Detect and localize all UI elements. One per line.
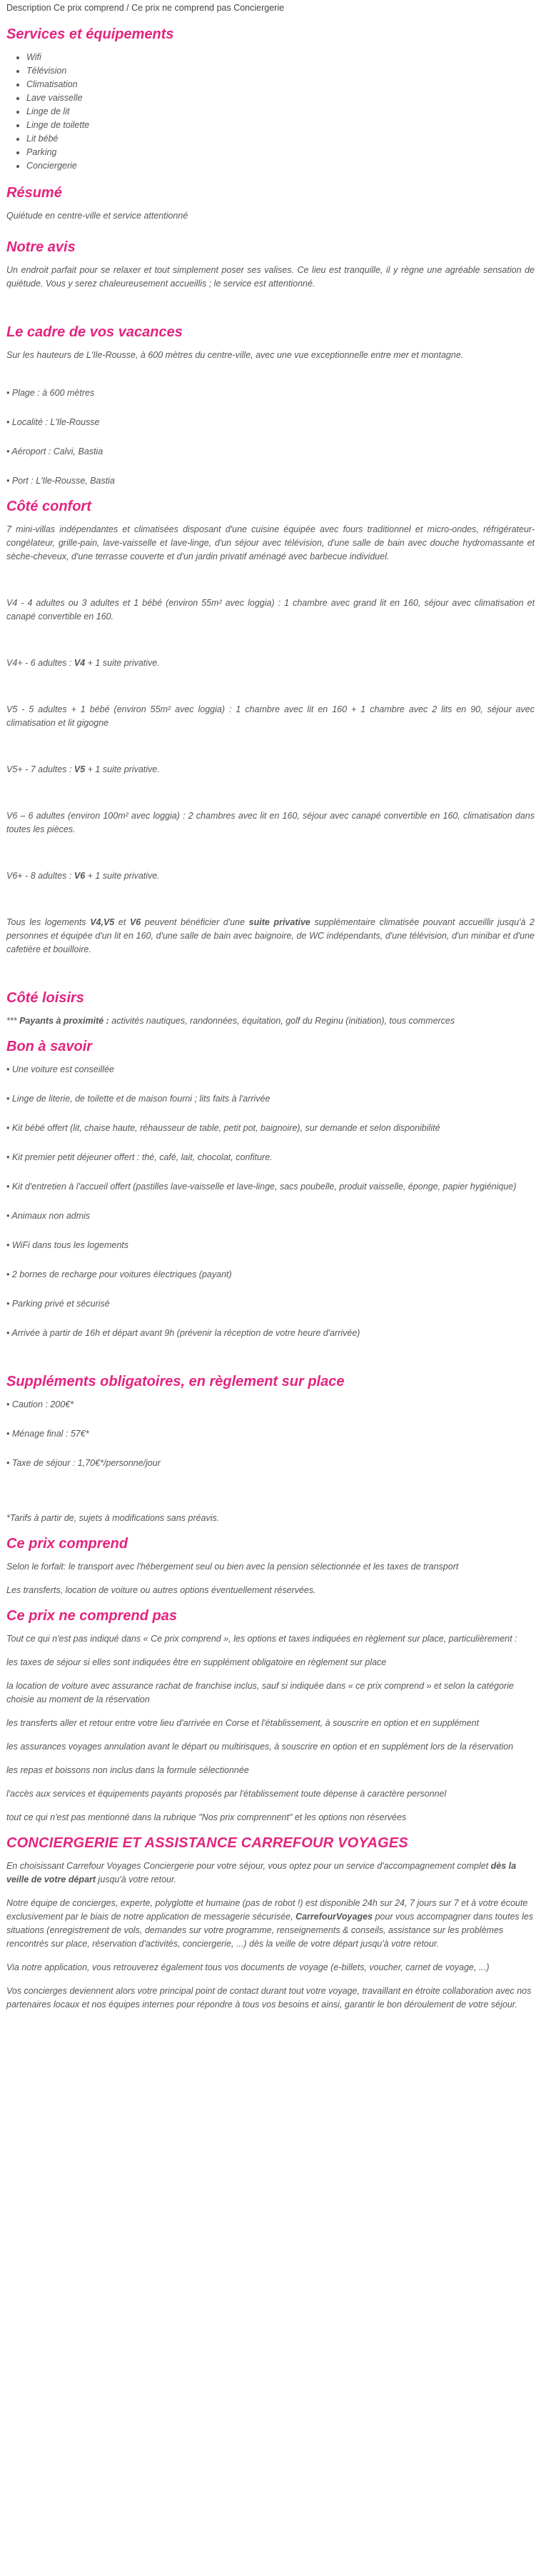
list-item: • Kit d'entretien à l'accueil offert (pastilles lave-vaisselle et lave-linge, sacs poubelle, produit vaisselle, éponge, papier hygiénique) — [6, 1182, 517, 1192]
list-item: tout ce qui n'est pas mentionné dans la rubrique "Nos prix comprennent" et les options non réservées — [6, 1812, 407, 1822]
confort-v4plus: V4+ - 6 adultes : V4 + 1 suite privative. — [6, 658, 160, 668]
conciergerie-p1: En choisissant Carrefour Voyages Conciergerie pour votre séjour, vous optez pour un service d'accompagnement complet dès la veille de votre départ jusqu'à votre retour. — [6, 1861, 517, 1884]
confort-heading: Côté confort — [6, 499, 91, 514]
resume-text: Quiétude en centre-ville et service attentionné — [6, 211, 188, 221]
list-item: • Wifi — [26, 51, 535, 64]
ne-comprend-heading: Ce prix ne comprend pas — [6, 1608, 177, 1624]
list-item: • Linge de toilette — [26, 119, 535, 132]
comprend-text-1: Selon le forfait: le transport avec l'hébergement seul ou bien avec la pension sélectionnée et les taxes de transport — [6, 1562, 459, 1572]
resume-heading: Résumé — [6, 185, 62, 201]
list-item: • Linge de literie, de toilette et de maison fourni ; lits faits à l'arrivée — [6, 1094, 270, 1104]
conciergerie-heading: CONCIERGERIE ET ASSISTANCE CARREFOUR VOYAGES — [6, 1835, 408, 1851]
confort-v5: V5 - 5 adultes + 1 bébé (environ 55m² avec loggia) : 1 chambre avec lit en 160 + 1 chambre avec 2 lits en 90, séjour avec climatisation et lit gigogne — [6, 704, 535, 728]
list-item: • WiFi dans tous les logements — [6, 1240, 129, 1250]
list-item: les taxes de séjour si elles sont indiquées être en supplément obligatoire en règlement sur place — [6, 1657, 387, 1667]
confort-text: 7 mini-villas indépendantes et climatisées disposant d'une cuisine équipée avec fours traditionnel et micro-ondes, réfrigérateur-congélateur, grille-pain, lave-vaisselle et lave-linge, d'un séjour avec télévision, d'une salle de bain avec douche hydromassante et sèche-cheveux, d'une terrasse couverte et d'un jardin privatif aménagé avec barbecue individuel. — [6, 524, 535, 561]
list-item: les transferts aller et retour entre votre lieu d'arrivée en Corse et l'établissement, à souscrire en option et en supplément — [6, 1718, 480, 1728]
comprend-heading: Ce prix comprend — [6, 1536, 128, 1552]
loisirs-text: *** Payants à proximité : activités nautiques, randonnées, équitation, golf du Reginu (initiation), tous commerces — [6, 1016, 455, 1026]
list-item: • Parking privé et sécurisé — [6, 1299, 110, 1309]
cadre-plage: • Plage : à 600 mètres — [6, 388, 95, 398]
loisirs-heading: Côté loisirs — [6, 990, 84, 1006]
cadre-port: • Port : L'Ile-Rousse, Bastia — [6, 476, 115, 486]
list-item: • Kit premier petit déjeuner offert : thé, café, lait, chocolat, confiture. — [6, 1152, 273, 1162]
supplement-taxe: • Taxe de séjour : 1,70€*/personne/jour — [6, 1458, 161, 1468]
list-item: • Climatisation — [26, 78, 535, 91]
cadre-text: Sur les hauteurs de L'Ile-Rousse, à 600 mètres du centre-ville, avec une vue exceptionnelle entre mer et montagne. — [6, 350, 464, 360]
confort-suite: Tous les logements V4,V5 et V6 peuvent bénéficier d'une suite privative supplémentaire climatisée pouvant accueillir jusqu'à 2 personnes et équipée d'un lit en 160, d'une salle de bain avec baignoire, de WC indépendants, d'une télévision, d'un minibar et d'une cafetière et bouilloire. — [6, 917, 535, 954]
list-item: • Une voiture est conseillée — [6, 1064, 114, 1074]
avis-heading: Notre avis — [6, 239, 76, 255]
conciergerie-p4: Vos concierges deviennent alors votre principal point de contact durant tout votre voyage, travaillant en étroite collaboration avec nos partenaires locaux et nos équipes internes pour répondre à tous vos besoins et ainsi, garantir le bon déroulement de votre séjour. — [6, 1986, 532, 2010]
confort-v4: V4 - 4 adultes ou 3 adultes et 1 bébé (environ 55m² avec loggia) : 1 chambre avec grand lit en 160, séjour avec climatisation et canapé convertible en 160. — [6, 598, 535, 621]
conciergerie-p2: Notre équipe de concierges, experte, polyglotte et humaine (pas de robot !) est disponible 24h sur 24, 7 jours sur 7 et à votre écoute exclusivement par le biais de notre application de messagerie sécurisée, CarrefourVoyages pour vous accompagner dans toutes les situations (enregistrement de vols, demandes sur votre programme, renseignements & conseils, assistance sur les problèmes rencontrés sur place, réservation d'activités, conciergerie, ...) dès la veille de votre départ jusqu'à votre retour. — [6, 1898, 534, 1949]
confort-v6: V6 – 6 adultes (environ 100m² avec loggia) : 2 chambres avec lit en 160, séjour avec canapé convertible en 160, climatisation dans toutes les pièces. — [6, 811, 535, 834]
supplement-caution: • Caution : 200€* — [6, 1399, 74, 1409]
list-item: • Animaux non admis — [6, 1211, 91, 1221]
intro-line: Description Ce prix comprend / Ce prix ne comprend pas Conciergerie — [6, 3, 285, 13]
list-item: • Kit bébé offert (lit, chaise haute, réhausseur de table, petit pot, baignoire), sur demande et selon disponibilité — [6, 1123, 440, 1133]
list-item: • Linge de lit — [26, 105, 535, 119]
list-item: la location de voiture avec assurance rachat de franchise inclus, sauf si indiquée dans « ce prix comprend » et selon la catégorie choisie au moment de la réservation — [6, 1681, 514, 1704]
comprend-text-2: Les transferts, location de voiture ou autres options éventuellement réservées. — [6, 1585, 316, 1595]
list-item: • Lit bébé — [26, 132, 535, 146]
savoir-heading: Bon à savoir — [6, 1039, 93, 1054]
list-item: l'accès aux services et équipements payants proposés par l'établissement toute dépense à caractère personnel — [6, 1789, 447, 1799]
list-item: Tout ce qui n'est pas indiqué dans « Ce prix comprend », les options et taxes indiquées en règlement sur place, particulièrement : — [6, 1634, 517, 1644]
list-item: • 2 bornes de recharge pour voitures électriques (payant) — [6, 1269, 232, 1279]
cadre-localite: • Localité : L'Ile-Rousse — [6, 417, 100, 427]
list-item: • Télévision — [26, 64, 535, 78]
list-item: • Conciergerie — [26, 159, 535, 173]
list-item: les assurances voyages annulation avant le départ ou multirisques, à souscrire en option et en supplément lors de la réservation — [6, 1742, 514, 1752]
cadre-aeroport: • Aéroport : Calvi, Bastia — [6, 446, 103, 456]
confort-v6plus: V6+ - 8 adultes : V6 + 1 suite privative. — [6, 871, 160, 881]
supplements-heading: Suppléments obligatoires, en règlement sur place — [6, 1374, 345, 1389]
list-item: • Parking — [26, 146, 535, 159]
avis-text: Un endroit parfait pour se relaxer et tout simplement poser ses valises. Ce lieu est tranquille, il y règne une agréable sensation de quiétude. Vous y serez chaleureusement accueillis ; le service est attentionné. — [6, 265, 535, 289]
cadre-heading: Le cadre de vos vacances — [6, 324, 183, 340]
services-list — [6, 51, 535, 173]
supplement-menage: • Ménage final : 57€* — [6, 1429, 89, 1439]
services-heading: Services et équipements — [6, 26, 174, 42]
confort-v5plus: V5+ - 7 adultes : V5 + 1 suite privative. — [6, 764, 160, 774]
supplement-note: *Tarifs à partir de, sujets à modifications sans préavis. — [6, 1513, 220, 1523]
list-item: les repas et boissons non inclus dans la formule sélectionnée — [6, 1765, 249, 1775]
conciergerie-p3: Via notre application, vous retrouverez également tous vos documents de voyage (e-billets, voucher, carnet de voyage, ...) — [6, 1962, 490, 1972]
list-item: • Arrivée à partir de 16h et départ avant 9h (prévenir la réception de votre heure d'arrivée) — [6, 1328, 360, 1338]
list-item: • Lave vaisselle — [26, 91, 535, 105]
